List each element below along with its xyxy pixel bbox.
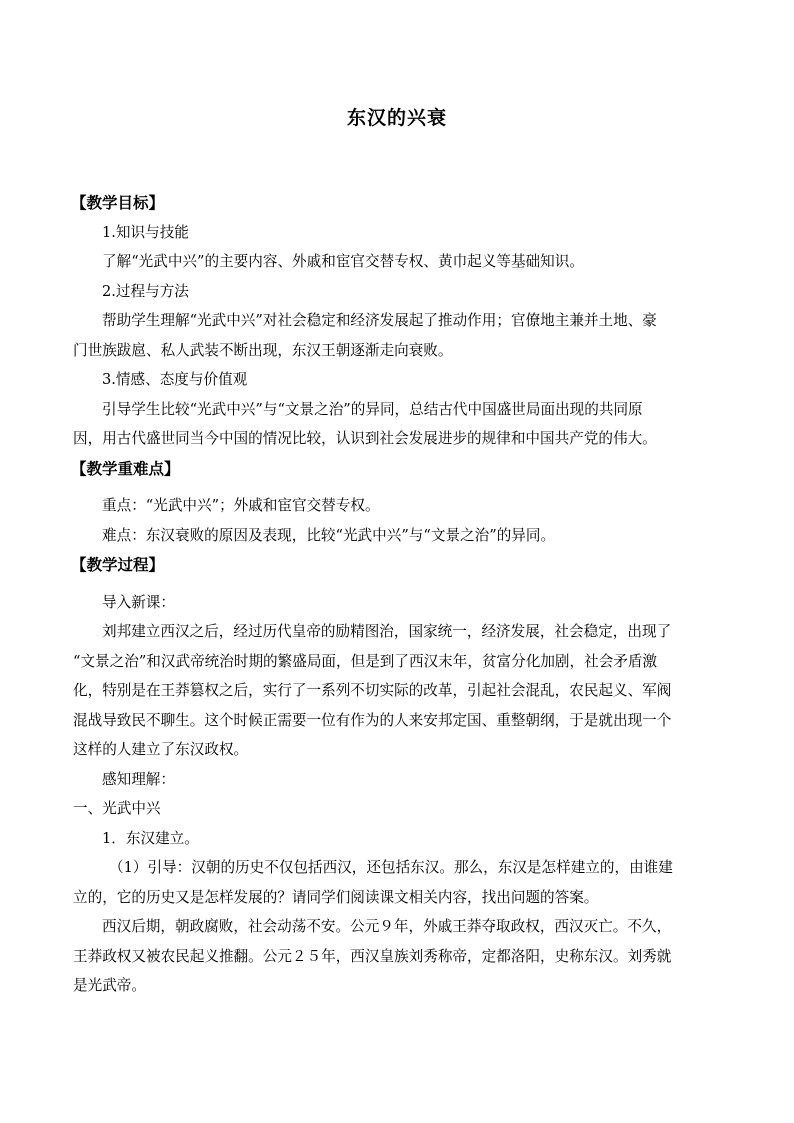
- section-heading-keypoints: 【教学重难点】: [71, 458, 180, 478]
- part1-title: 一、光武中兴: [73, 800, 161, 817]
- intro-line-5: 这样的人建立了东汉政权。: [73, 741, 249, 758]
- goal-item2-text-line2: 门世族跋扈、私人武装不断出现，东汉王朝逐渐走向衰败。: [73, 341, 453, 359]
- intro-line-4: 混战导致民不聊生。这个时候正需要一位有作为的人来安邦定国、重整朝纲，于是就出现一个: [73, 711, 672, 729]
- intro-label: 导入新课：: [102, 593, 175, 611]
- section-heading-goals: 【教学目标】: [71, 193, 165, 212]
- sub1-title: 1．东汉建立。: [102, 829, 199, 847]
- goal-item2-text-line1: 帮助学生理解“光武中兴”对社会稳定和经济发展起了推动作用；官僚地主兼并土地、豪: [102, 312, 657, 329]
- goal-item1-title: 1.知识与技能: [102, 223, 189, 241]
- key-point: 重点：“光武中兴”；外戚和宦官交替专权。: [102, 497, 380, 514]
- document-title: 东汉的兴衰: [346, 107, 447, 129]
- difficult-point: 难点：东汉衰败的原因及表现，比较“光武中兴”与“文景之治”的异同。: [102, 526, 556, 544]
- intro-line-3: 化，特别是在王莽篡权之后，实行了一系列不切实际的改革，引起社会混乱，农民起义、军阀: [73, 682, 672, 699]
- history-line-2: 王莽政权又被农民起义推翻。公元２５年，西汉皇族刘秀称帝，定都洛阳，史称东汉。刘秀就: [73, 947, 672, 965]
- guide-line-2: 立的，它的历史又是怎样发展的？请同学们阅读课文相关内容，找出问题的答案。: [73, 888, 599, 906]
- history-line-3: 是光武帝。: [73, 977, 146, 994]
- goal-item1-text: 了解“光武中兴”的主要内容、外戚和宦官交替专权、黄巾起义等基础知识。: [102, 253, 584, 270]
- perceive-label: 感知理解：: [102, 770, 175, 788]
- intro-line-2: “文景之治”和汉武帝统治时期的繁盛局面，但是到了西汉末年，贫富分化加剧，社会矛盾激: [73, 652, 658, 670]
- goal-item3-text-line2: 因，用古代盛世同当今中国的情况比较，认识到社会发展进步的规律和中国共产党的伟大。: [73, 430, 657, 447]
- goal-item2-title: 2.过程与方法: [102, 282, 189, 300]
- intro-line-1: 刘邦建立西汉之后，经过历代皇帝的励精图治，国家统一，经济发展，社会稳定，出现了: [102, 623, 672, 640]
- guide-line-1: （1）引导：汉朝的历史不仅包括西汉，还包括东汉。那么，东汉是怎样建立的，由谁建: [109, 859, 673, 876]
- history-line-1: 西汉后期，朝政腐败，社会动荡不安。公元９年，外戚王莽夺取政权，西汉灭亡。不久，: [102, 918, 672, 935]
- document-body: [73, 188, 723, 1001]
- goal-item3-text-line1: 引导学生比较“光武中兴”与“文景之治”的异同，总结古代中国盛世局面出现的共同原: [102, 400, 643, 418]
- goal-item3-title: 3.情感、态度与价值观: [102, 371, 248, 388]
- section-heading-process: 【教学过程】: [71, 555, 165, 574]
